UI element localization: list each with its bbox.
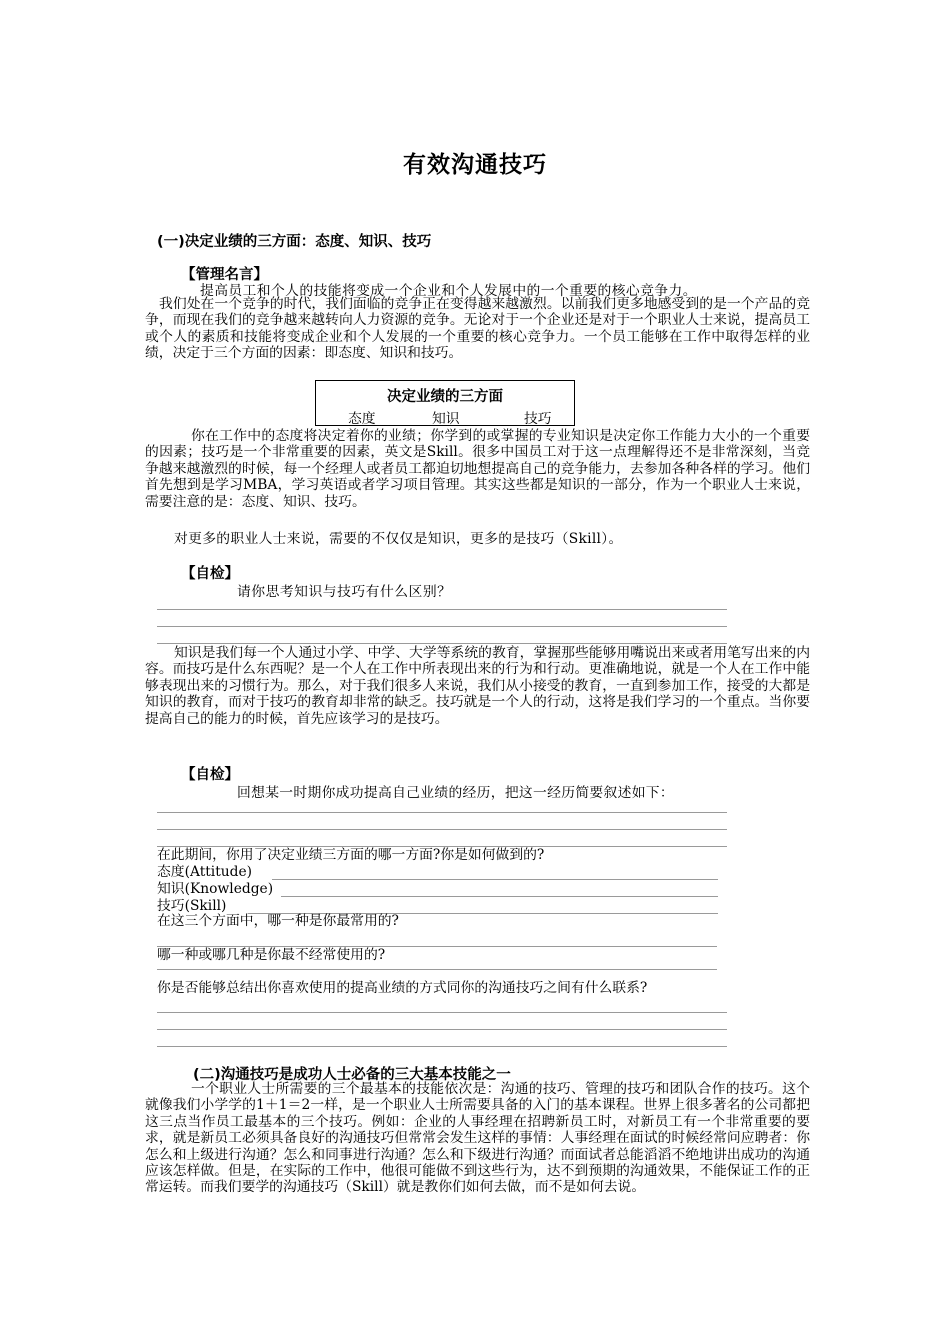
self-check-question-1: 请你思考知识与技巧有什么区别？ bbox=[237, 584, 452, 600]
box-item-skill: 技巧 bbox=[524, 411, 552, 427]
section1-heading: (一)决定业绩的三方面：态度、知识、技巧 bbox=[157, 234, 432, 250]
answer-line[interactable] bbox=[157, 1046, 727, 1047]
question-3: 哪一种或哪几种是你最不经常使用的? bbox=[157, 947, 386, 963]
answer-line[interactable] bbox=[157, 643, 727, 644]
box-item-attitude: 态度 bbox=[348, 411, 376, 427]
box-title: 决定业绩的三方面 bbox=[387, 389, 503, 405]
question-4: 你是否能够总结出你喜欢使用的提高业绩的方式同你的沟通技巧之间有什么联系? bbox=[157, 980, 648, 996]
question-1: 在此期间，你用了决定业绩三方面的哪一方面?你是如何做到的? bbox=[157, 847, 545, 863]
page-title: 有效沟通技巧 bbox=[403, 152, 547, 178]
answer-line[interactable] bbox=[157, 609, 727, 610]
knowledge-prompt bbox=[157, 881, 273, 898]
section1-paragraph-4: 知识是我们每一个人通过小学、中学、大学等系统的教育，掌握那些能够用嘴说出来或者用笔写出来的内容。而技巧是什么东西呢？是一个人在工作中所表现出来的行为和行动。更准确地说，就是一个人在工作中能够表现出来的习惯行为。那么，对于我们很多人来说，我们从小接受的教育，一直到参加工作，接受的大都是知识的教育，而对于技巧的教育却非常的缺乏。技巧就是一个人的行动，这将是我们学习的一个重点。当你要提高自己的能力的时候，首先应该学习的是技巧。 bbox=[145, 645, 810, 727]
self-check-label-1: 【自检】 bbox=[181, 566, 239, 582]
section2-heading: (二)沟通技巧是成功人士必备的三大基本技能之一 bbox=[193, 1067, 511, 1083]
attitude-label: 态度(Attitude) bbox=[157, 864, 253, 880]
answer-line[interactable] bbox=[157, 969, 717, 970]
quote-label: 【管理名言】 bbox=[181, 267, 268, 283]
skill-label: 技巧(Skill) bbox=[157, 898, 227, 914]
attitude-answer-line[interactable] bbox=[272, 879, 718, 880]
quote-text: 提高员工和个人的技能将变成一个企业和个人发展中的一个重要的核心竞争力。 bbox=[200, 283, 697, 299]
box-item-knowledge: 知识 bbox=[432, 411, 460, 427]
answer-line[interactable] bbox=[157, 812, 727, 813]
answer-line[interactable] bbox=[157, 829, 727, 830]
section1-paragraph-3: 对更多的职业人士来说，需要的不仅仅是知识，更多的是技巧（Skill）。 bbox=[174, 531, 623, 547]
knowledge-label: 知识(Knowledge) bbox=[157, 881, 274, 897]
self-check-label-2: 【自检】 bbox=[181, 767, 239, 783]
self-check-question-2: 回想某一时期你成功提高自己业绩的经历，把这一经历简要叙述如下： bbox=[237, 785, 675, 801]
answer-line[interactable] bbox=[157, 1029, 727, 1030]
answer-line[interactable] bbox=[157, 626, 727, 627]
question-2: 在这三个方面中，哪一种是你最常用的? bbox=[157, 913, 399, 929]
section1-paragraph-2: 你在工作中的态度将决定着你的业绩；你学到的或掌握的专业知识是决定你工作能力大小的一个重要的因素；技巧是一个非常重要的因素，英文是Skill。很多中国员工对于这一点理解得还不是非常深刻，当竞争越来越激烈的时候，每一个经理人或者员工都迫切地想提高自己的竞争能力，去参加各种各样的学习。他们首先想到是学习MBA，学习英语或者学习项目管理。其实这些都是知识的一部分，作为一个职业人士来说，需要注意的是：态度、知识、技巧。 bbox=[145, 428, 810, 510]
section1-paragraph-1: 我们处在一个竞争的时代，我们面临的竞争正在变得越来越激烈。以前我们更多地感受到的是一个产品的竞争，而现在我们的竞争越来越转向人力资源的竞争。无论对于一个企业还是对于一个职业人士来说，提高员工或个人的素质和技能将变成企业和个人发展的一个重要的核心竞争力。一个员工能够在工作中取得怎样的业绩，决定于三个方面的因素：即态度、知识和技巧。 bbox=[145, 296, 810, 362]
section2-paragraph-1: 一个职业人士所需要的三个最基本的技能依次是：沟通的技巧、管理的技巧和团队合作的技巧。这个就像我们小学学的1＋1＝2一样，是一个职业人士所需要具备的入门的基本课程。世界上很多著名的公司都把这三点当作员工最基本的三个技巧。例如：企业的人事经理在招聘新员工时，对新员工有一个非常重要的要求，就是新员工必须具备良好的沟通技巧但常常会发生这样的事情：人事经理在面试的时候经常问应聘者：你怎么和上级进行沟通？怎么和同事进行沟通？怎么和下级进行沟通？而面试者总能滔滔不绝地讲出成功的沟通应该怎样做。但是，在实际的工作中，他很可能做不到这些行为，达不到预期的沟通效果，不能保证工作的正常运转。而我们要学的沟通技巧（Skill）就是教你们如何去做，而不是如何去说。 bbox=[145, 1081, 810, 1196]
performance-factors-box bbox=[315, 380, 575, 426]
attitude-prompt bbox=[157, 864, 252, 881]
knowledge-answer-line[interactable] bbox=[281, 896, 718, 897]
answer-line[interactable] bbox=[157, 1012, 727, 1013]
